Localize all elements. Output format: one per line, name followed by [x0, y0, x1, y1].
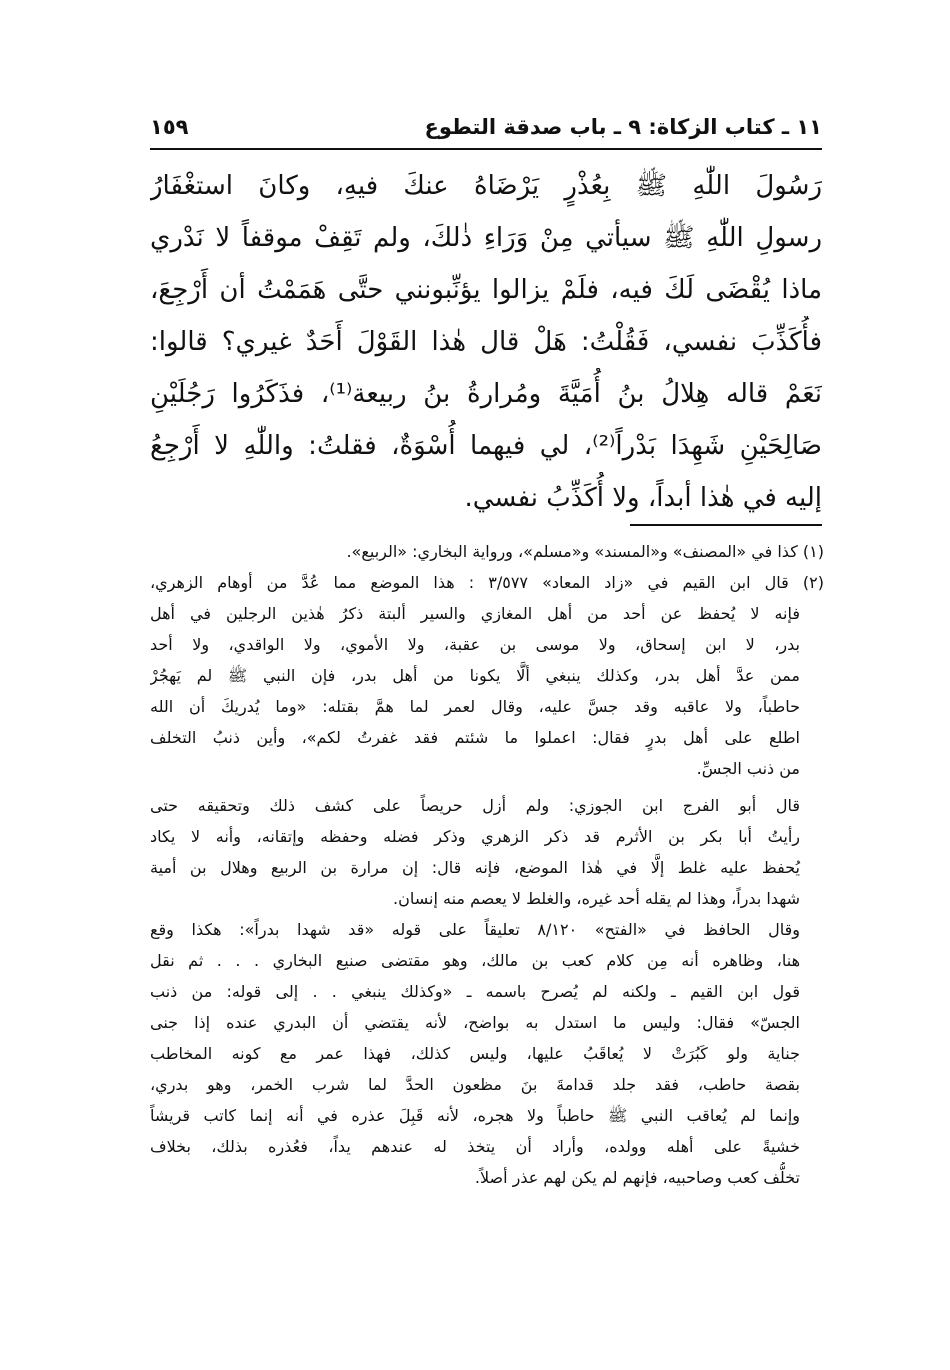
header-rule: [150, 148, 822, 150]
footnote-2-line: (٢) قال ابن القيم في «زاد المعاد» ٣/٥٧٧ : هذا الموضع مما عُدَّ من أوهام الزهري،: [150, 573, 824, 592]
footnote-2-line: شهدا بدراً، وهذا لم يقله أحد غيره، والغلط لا يعصم منه إنسان.: [393, 889, 800, 908]
main-text-line: ماذا يُقْضَى لَكَ فيه، فلَمْ يزالوا يؤنِّبونني حتَّى هَمَمْتُ أن أَرْجِعَ،: [150, 275, 822, 305]
main-text-line: صَالِحَيْنِ شَهِدَا بَدْراً⁽²⁾، لي فيهما أُسْوَةٌ، فقلتُ: واللّٰهِ لا أَرْجِعُ: [150, 431, 822, 461]
footnote-2-line: فإنه لا يُحفظ عن أحد من أهل المغازي والسير ألبتة ذكرُ هٰذين الرجلين في أهل: [150, 604, 800, 623]
main-text-line: فأُكَذِّبَ نفسي، فَقُلْتُ: هَلْ قال هٰذا القَوْلَ أَحَدٌ غيري؟ قالوا:: [150, 327, 822, 357]
footnote-2-line: من ذنب الجسِّ.: [696, 759, 800, 778]
main-text-line: رسولِ اللّٰهِ ﷺ سيأتي مِنْ وَرَاءِ ذٰلكَ، ولم تَقِفْ موقفاً لا نَدْري: [150, 223, 822, 253]
page-number: ١٥٩: [150, 115, 189, 139]
main-text-line: إليه في هٰذا أبداً، ولا أُكَذِّبُ نفسي.: [464, 483, 822, 513]
footnote-2-line: رأيتُ أبا بكر بن الأثرم قد ذكر الزهري وذكر فضله وحفظه وإتقانه، وأنه لا يكاد: [150, 827, 800, 846]
footnote-2-line: ممن عدَّ أهل بدر، وكذلك ينبغي ألَّا يكونا من أهل بدر، فإن النبي ﷺ لم يَهجُرْ: [150, 666, 800, 685]
footnote-2-line: خشيةً على أهله وولده، وأراد أن يتخذ له عندهم يداً، فعُذره بذلك، بخلاف: [150, 1137, 800, 1156]
footnote-2-line: بقصة حاطب، فقد جلد قدامةَ بنَ مظعون الحدَّ لما شرب الخمر، وهو بدري،: [150, 1075, 800, 1094]
footnotes-block: [150, 536, 824, 1193]
footnote-2-line: وقال الحافظ في «الفتح» ٨/١٢٠ تعليقاً على قوله «قد شهدا بدراً»: هكذا وقع: [150, 920, 800, 939]
footnote-2-line: بدر، لا ابن إسحاق، ولا موسى بن عقبة، ولا الأموي، ولا الواقدي، ولا أحد: [150, 635, 800, 654]
footnote-2-line: جناية ولو كَبُرَتْ لا يُعاقَبُ عليها، وليس كذلك، فهذا عمر مع كونه المخاطب: [150, 1044, 800, 1063]
page-header: [150, 112, 822, 146]
footnote-2-line: اطلع على أهل بدرٍ فقال: اعملوا ما شئتم فقد غفرتُ لكم»، وأين ذنبُ التخلف: [150, 728, 800, 747]
footnote-2-line: قال أبو الفرج ابن الجوزي: ولم أزل حريصاً على كشف ذلك وتحقيقه حتى: [150, 796, 800, 815]
footnote-1: (١) كذا في «المصنف» و«المسند» و«مسلم»، ورواية البخاري: «الربيع».: [346, 542, 824, 561]
footnote-2-line: حاطباً، ولا عاقبه وقد جسَّ عليه، وقال لعمر لما همَّ بقتله: «وما يُدريكَ أن الله: [150, 697, 800, 716]
footnote-2-line: قول ابن القيم ـ ولكنه لم يُصرح باسمه ـ «وكذلك ينبغي . . إلى قوله: من ذنب: [150, 982, 800, 1001]
footnote-separator: [630, 524, 822, 526]
footnote-2-line: هنا، وظاهره أنه مِن كلام كعب بن مالك، وهو مقتضى صنيع البخاري . . . ثم نقل: [150, 951, 800, 970]
main-text-line: نَعَمْ قاله هِلالُ بنُ أُمَيَّةَ ومُرارةُ بنُ ربيعة⁽¹⁾، فذَكَرُوا رَجُلَيْنِ: [150, 379, 822, 409]
footnote-2-line: يُحفظ عليه غلط إلَّا في هٰذا الموضع، فإنه قال: إن مرارة بن الربيع وهلال بن أمية: [150, 858, 800, 877]
running-title: ١١ ـ كتاب الزكاة: ٩ ـ باب صدقة التطوع: [424, 115, 822, 139]
footnote-2-line: تخلُّف كعب وصاحبيه، فإنهم لم يكن لهم عذر أصلاً.: [474, 1168, 800, 1187]
footnote-2-line: الجسّ» فقال: وليس ما استدل به بواضح، لأنه يقتضي أن البدري عنده إذا جنى: [150, 1013, 800, 1032]
main-text-block: [150, 160, 822, 524]
footnote-2-line: وإنما لم يُعاقب النبي ﷺ حاطباً ولا هجره، لأنه قَبِلَ عذره في أنه إنما كاتب قريشاً: [150, 1106, 800, 1125]
main-text-line: رَسُولَ اللّٰهِ ﷺ بِعُذْرٍ يَرْضَاهُ عنكَ فيهِ، وكانَ استغْفَارُ: [150, 171, 822, 201]
